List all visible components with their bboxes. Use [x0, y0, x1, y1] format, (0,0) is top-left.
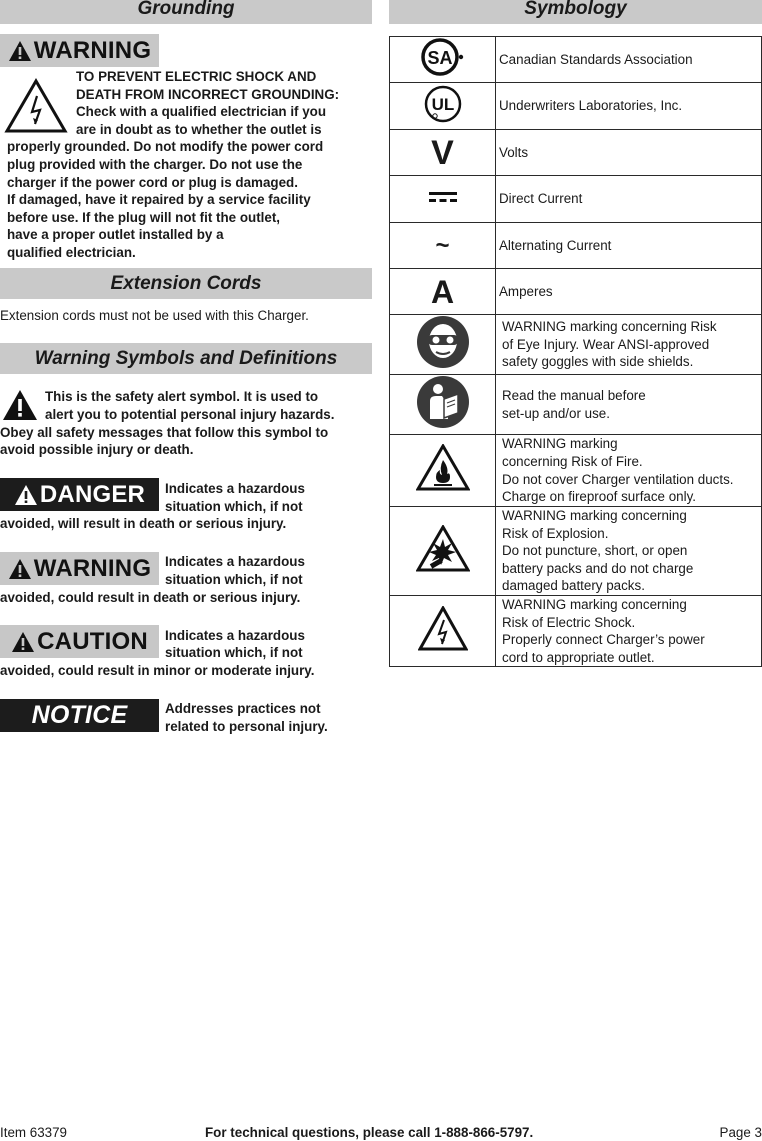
safety-alert-symbol-icon: [2, 389, 38, 421]
symbology-row: [390, 37, 762, 83]
fire-line-2: Do not cover Charger ventilation ducts.: [502, 471, 734, 487]
alert-line-3: avoid possible injury or death.: [0, 442, 194, 457]
ul-logo-icon: [423, 84, 463, 124]
csa-logo-icon: [420, 37, 466, 77]
symbol-cell: [390, 315, 496, 375]
extension-cords-header: Extension Cords: [0, 268, 372, 299]
danger-word: DANGER: [39, 480, 146, 508]
eye-injury-line-0: WARNING marking concerning Risk: [502, 319, 717, 335]
alternating-current-label: Alternating Current: [499, 237, 612, 253]
grounding-header: Grounding: [0, 0, 372, 24]
fire-line-0: WARNING marking: [502, 436, 618, 452]
shock-line-2: Properly connect Charger’s power: [502, 632, 705, 648]
fire-hazard-icon: [416, 444, 470, 492]
explosion-hazard-icon: [416, 525, 470, 573]
symbol-description: [496, 176, 762, 223]
alternating-current-icon: ~: [435, 231, 450, 259]
warning-triangle-icon: [8, 558, 32, 580]
symbol-cell: [390, 176, 496, 223]
danger-line-1: situation which, if not: [165, 499, 303, 514]
symbology-row: [390, 83, 762, 130]
volts-label: Volts: [499, 144, 529, 160]
warning-symbols-header: Warning Symbols and Definitions: [0, 343, 372, 374]
alert-triangle-icon: [8, 40, 32, 62]
symbol-cell: [390, 223, 496, 269]
fire-line-1: concerning Risk of Fire.: [502, 453, 643, 469]
caution-word: CAUTION: [37, 627, 148, 655]
grounding-line-7: If damaged, have it repaired by a service facility: [7, 192, 311, 207]
symbol-description: [496, 375, 762, 435]
direct-current-label: Direct Current: [499, 191, 583, 207]
eye-injury-line-2: safety goggles with side shields.: [502, 354, 694, 370]
amperes-label: Amperes: [499, 283, 553, 299]
symbology-row: [390, 375, 762, 435]
technical-support-phone: For technical questions, please call 1-888-866-5797.: [205, 1125, 534, 1140]
symbology-table: [389, 36, 762, 667]
symbol-cell: [390, 130, 496, 176]
symbology-row: [390, 223, 762, 269]
symbol-cell: [390, 507, 496, 596]
danger-triangle-icon: [14, 484, 38, 506]
shock-line-3: cord to appropriate outlet.: [502, 649, 655, 665]
explosion-line-0: WARNING marking concerning: [502, 508, 687, 524]
alert-line-1: alert you to potential personal injury hazards.: [45, 407, 335, 422]
danger-line-0: Indicates a hazardous: [165, 481, 305, 496]
csa-label: Canadian Standards Association: [499, 51, 693, 67]
symbology-row: [390, 315, 762, 375]
notice-label: [0, 699, 159, 732]
read-manual-icon: [416, 375, 470, 429]
shock-line-0: WARNING marking concerning: [502, 597, 687, 612]
notice-line-1: related to personal injury.: [165, 719, 328, 734]
notice-line-0: Addresses practices not: [165, 701, 321, 716]
grounding-line-3: are in doubt as to whether the outlet is: [76, 122, 322, 137]
caution-triangle-icon: [11, 631, 35, 653]
caution-label: [0, 625, 159, 658]
item-number: Item 63379: [0, 1125, 67, 1140]
svg-text:UL: UL: [431, 94, 454, 114]
symbol-cell: [390, 596, 496, 667]
symbology-row: [390, 507, 762, 596]
extension-cords-text: Extension cords must not be used with this Charger.: [0, 308, 309, 323]
symbol-description: [496, 223, 762, 269]
read-manual-line-1: set-up and/or use.: [502, 405, 610, 421]
electric-shock-triangle-icon: [4, 78, 68, 134]
fire-line-3: Charge on fireproof surface only.: [502, 489, 697, 505]
danger-label: [0, 478, 159, 511]
svg-text:SA: SA: [426, 48, 453, 68]
grounding-line-5: plug provided with the charger. Do not use the: [7, 157, 303, 172]
safety-goggles-icon: [416, 315, 470, 369]
warning-label: [0, 552, 159, 585]
warning-line-0: Indicates a hazardous: [165, 554, 305, 569]
direct-current-icon: [428, 190, 458, 204]
notice-word: NOTICE: [31, 701, 128, 729]
symbol-cell: [390, 83, 496, 130]
warning-line-1: situation which, if not: [165, 572, 303, 587]
read-manual-line-0: Read the manual before: [502, 387, 646, 403]
symbol-description: [496, 37, 762, 83]
symbology-row: [390, 596, 762, 667]
symbol-description: [496, 83, 762, 130]
warning-line-2: avoided, could result in death or serious injury.: [0, 590, 301, 605]
symbology-row: [390, 269, 762, 315]
shock-line-1: Risk of Electric Shock.: [502, 614, 636, 630]
grounding-line-9: have a proper outlet installed by a: [7, 227, 224, 242]
symbol-cell: [390, 375, 496, 435]
symbol-description: [496, 269, 762, 315]
caution-line-0: Indicates a hazardous: [165, 628, 305, 643]
symbology-row: [390, 176, 762, 223]
grounding-warning-label: [0, 34, 159, 67]
grounding-line-6: charger if the power cord or plug is damaged.: [7, 175, 298, 190]
symbol-description: [496, 130, 762, 176]
grounding-line-2: Check with a qualified electrician if you: [76, 104, 327, 119]
grounding-line-8: before use. If the plug will not fit the outlet,: [7, 210, 281, 225]
symbology-header: Symbology: [389, 0, 762, 24]
eye-injury-line-1: of Eye Injury. Wear ANSI-approved: [502, 336, 710, 352]
alert-line-0: This is the safety alert symbol. It is used to: [45, 389, 319, 404]
symbology-row: [390, 130, 762, 176]
danger-line-2: avoided, will result in death or serious injury.: [0, 516, 287, 531]
alert-line-2: Obey all safety messages that follow this symbol to: [0, 425, 329, 440]
caution-line-1: situation which, if not: [165, 645, 303, 660]
symbol-cell: [390, 37, 496, 83]
grounding-line-0: TO PREVENT ELECTRIC SHOCK AND: [76, 69, 317, 84]
symbol-description: [496, 507, 762, 596]
caution-line-2: avoided, could result in minor or moderate injury.: [0, 663, 315, 678]
page-number: Page 3: [719, 1125, 762, 1140]
ul-label: Underwriters Laboratories, Inc.: [499, 98, 683, 114]
electric-shock-icon: [418, 606, 468, 652]
symbol-description: [496, 596, 762, 667]
explosion-line-4: damaged battery packs.: [502, 578, 645, 594]
grounding-line-10: qualified electrician.: [7, 245, 136, 260]
warning-word: WARNING: [33, 554, 152, 582]
symbol-cell: [390, 269, 496, 315]
symbol-cell: [390, 435, 496, 507]
grounding-warning-word: WARNING: [33, 36, 152, 64]
symbol-description: [496, 435, 762, 507]
amperes-icon: A: [430, 273, 455, 310]
grounding-line-1: DEATH FROM INCORRECT GROUNDING:: [76, 87, 340, 102]
explosion-line-2: Do not puncture, short, or open: [502, 543, 688, 559]
grounding-line-4: properly grounded. Do not modify the power cord: [7, 139, 324, 154]
explosion-line-1: Risk of Explosion.: [502, 525, 609, 541]
explosion-line-3: battery packs and do not charge: [502, 560, 694, 576]
symbol-description: [496, 315, 762, 375]
symbology-row: [390, 435, 762, 507]
volts-icon: V: [431, 133, 454, 172]
